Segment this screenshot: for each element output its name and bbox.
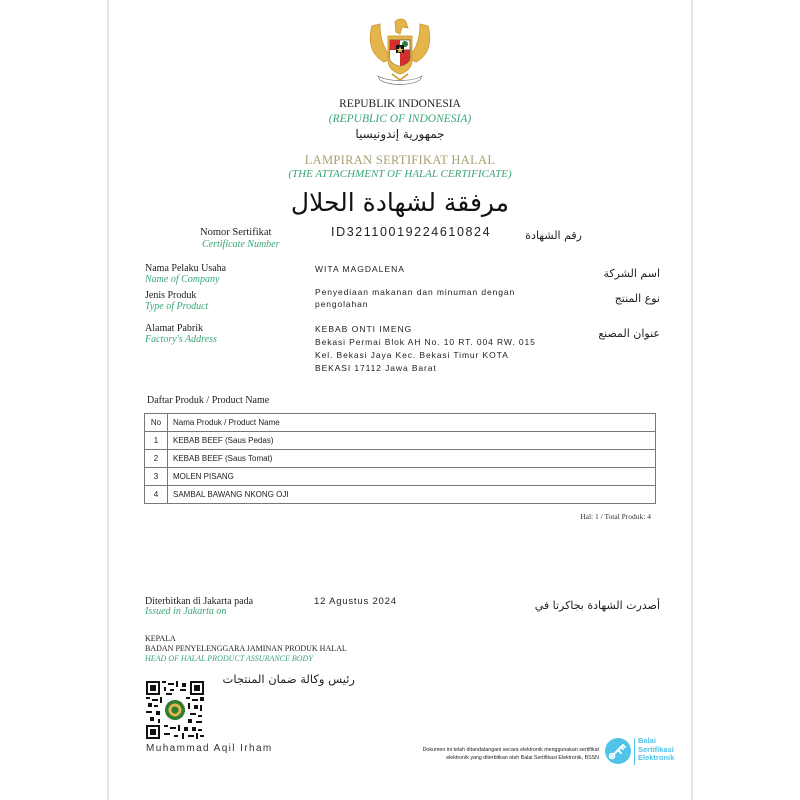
company-label-id: Nama Pelaku Usaha [145, 263, 227, 274]
row-no: 4 [145, 486, 168, 504]
row-no: 3 [145, 468, 168, 486]
column-header-no: No [145, 414, 168, 432]
company-label-en: Name of Company [145, 274, 220, 285]
certificate-number-label-ar: رقم الشهادة [525, 229, 582, 242]
factory-address-label-en: Factory's Address [145, 334, 217, 345]
bsre-line2: Sertifikasi [638, 744, 674, 754]
garuda-emblem-icon [362, 14, 438, 90]
product-table [144, 413, 656, 504]
factory-address-label-ar: عنوان المصنع [598, 327, 660, 340]
factory-address-line3: Kel. Bekasi Jaya Kec. Bekasi Timur KOTA [315, 350, 509, 360]
row-no: 2 [145, 450, 168, 468]
bsre-logo-text [638, 737, 674, 763]
qr-code-icon[interactable] [146, 681, 204, 739]
certificate-number-value: ID32110019224610824 [331, 225, 492, 239]
issued-label-id: Diterbitkan di Jakarta pada [145, 596, 254, 607]
issued-label-en: Issued in Jakarta on [145, 606, 227, 617]
factory-address-label-id: Alamat Pabrik [145, 323, 204, 334]
factory-address-line2: Bekasi Permai Blok AH No. 10 RT. 004 RW. 015 [315, 337, 536, 347]
signatory-title-line1: KEPALA [145, 634, 176, 643]
certificate-number-label-en: Certificate Number [202, 239, 280, 250]
signatory-title-en: HEAD OF HALAL PRODUCT ASSURANCE BODY [145, 654, 313, 663]
certificate-number-label-id: Nomor Sertifikat [200, 227, 272, 238]
signatory-title-ar: رئيس وكالة ضمان المنتجات [222, 672, 355, 686]
row-product-name: MOLEN PISANG [168, 468, 656, 486]
table-row [145, 432, 656, 450]
bsre-line3: Elektronik [638, 753, 675, 762]
product-type-label-id: Jenis Produk [145, 290, 197, 301]
bsre-line1: Balai [638, 736, 656, 745]
country-title-en: (REPUBLIC OF INDONESIA) [328, 113, 472, 125]
row-product-name: SAMBAL BAWANG NKONG OJI [168, 486, 656, 504]
product-type-value-line1: Penyediaan makanan dan minuman dengan [315, 287, 516, 297]
attachment-title-id: LAMPIRAN SERTIFIKAT HALAL [304, 153, 496, 167]
product-type-label-en: Type of Product [145, 301, 209, 312]
product-list-title: Daftar Produk / Product Name [147, 395, 270, 406]
row-product-name: KEBAB BEEF (Saus Tomat) [168, 450, 656, 468]
signatory-title-line2: BADAN PENYELENGGARA JAMINAN PRODUK HALAL [145, 644, 347, 653]
table-row [145, 468, 656, 486]
table-header-row [145, 414, 656, 432]
issued-label-ar: أصدرت الشهادة بجاكرتا في [534, 599, 660, 612]
product-type-value-line2: pengolahan [315, 299, 369, 309]
bsre-key-icon [604, 737, 632, 765]
issued-date: 12 Agustus 2024 [314, 596, 397, 607]
company-label-ar: اسم الشركة [603, 267, 660, 280]
bsre-divider [634, 738, 635, 765]
attachment-title-en: (THE ATTACHMENT OF HALAL CERTIFICATE) [288, 168, 512, 180]
pagination-text: Hal: 1 / Total Produk: 4 [580, 512, 651, 521]
column-header-product-name: Nama Produk / Product Name [168, 414, 656, 432]
row-product-name: KEBAB BEEF (Saus Pedas) [168, 432, 656, 450]
table-row [145, 450, 656, 468]
row-no: 1 [145, 432, 168, 450]
country-title-id: REPUBLIK INDONESIA [339, 98, 461, 110]
factory-address-line1: KEBAB ONTI IMENG [315, 324, 413, 334]
e-sign-notice-line1: Dokumen ini telah ditandatangani secara elektronik menggunakan sertifikat [422, 747, 599, 753]
signatory-name: Muhammad Aqil Irham [146, 743, 273, 754]
product-type-label-ar: نوع المنتج [614, 292, 660, 305]
country-title-ar: جمهورية إندونيسيا [355, 127, 445, 141]
e-sign-notice-line2: elektronik yang diterbitkan oleh Balai Sertifikasi Elektronik, BSSN [446, 755, 599, 761]
company-value: WITA MAGDALENA [315, 264, 405, 274]
factory-address-line4: BEKASI 17112 Jawa Barat [315, 363, 437, 373]
attachment-title-ar: مرفقة لشهادة الحلال [290, 188, 510, 217]
table-row [145, 486, 656, 504]
